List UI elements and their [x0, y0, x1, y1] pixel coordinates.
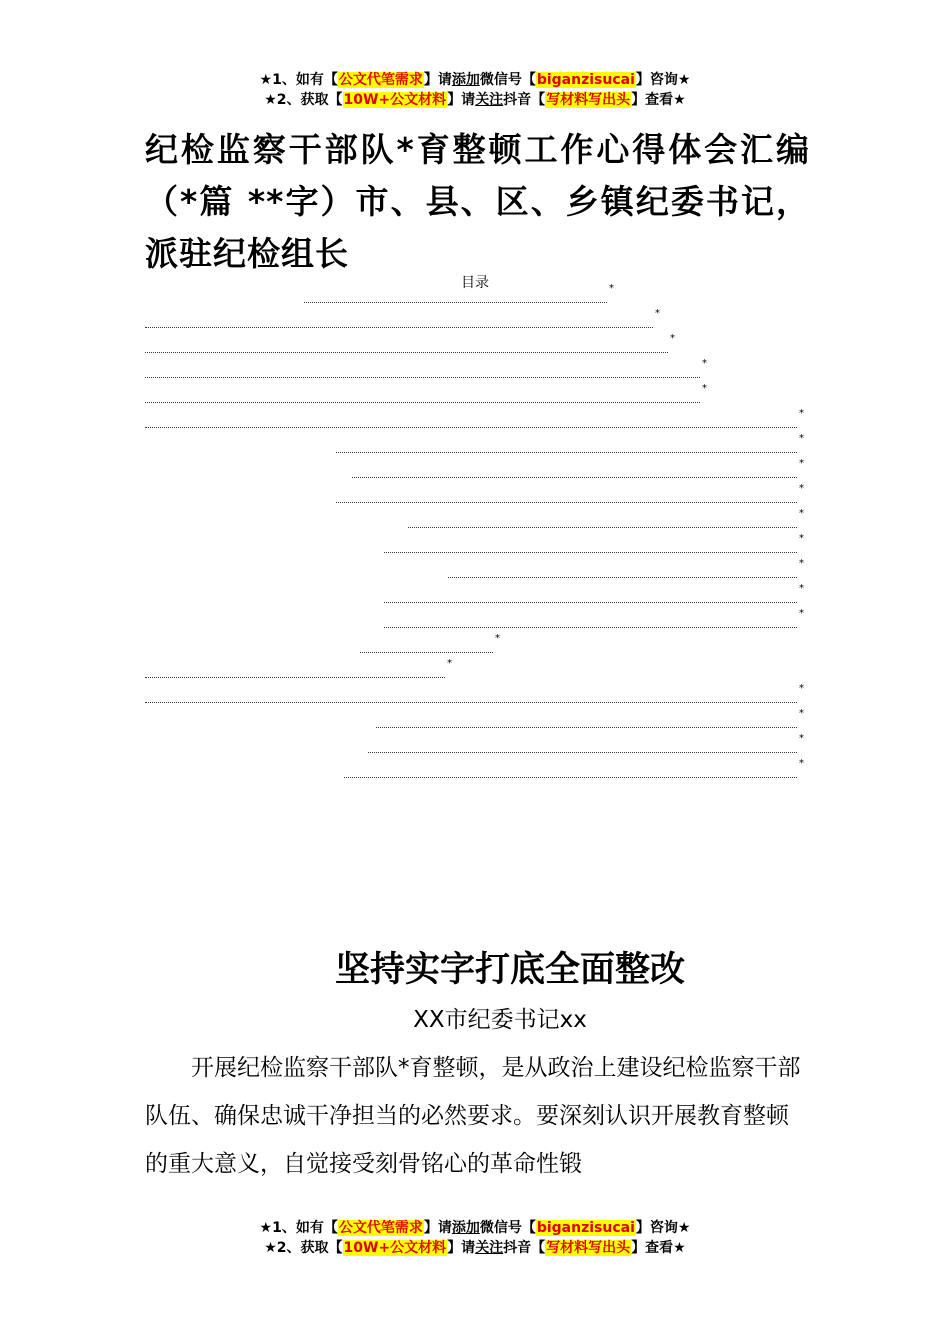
banner-text: 微信号【	[479, 1220, 536, 1236]
toc-entry[interactable]	[352, 458, 804, 478]
toc-page-number: *	[609, 283, 614, 294]
banner-line-1	[0, 1218, 950, 1238]
toc-page-number: *	[799, 758, 804, 769]
banner-highlight: 10W+公文材料	[343, 1240, 447, 1256]
toc-entry[interactable]	[384, 608, 804, 628]
banner-highlight: 10W+公文材料	[343, 92, 447, 108]
toc-page-number: *	[702, 358, 707, 369]
banner-line-2	[0, 90, 950, 110]
toc-heading: 目录	[461, 275, 489, 291]
article-title: 坚持实字打底全面整改	[334, 950, 685, 990]
banner-underline: 关注	[475, 92, 504, 108]
toc-page-number: *	[799, 408, 804, 419]
toc-entry[interactable]	[145, 683, 804, 703]
bottom-banner	[0, 1218, 950, 1258]
banner-text: ★1、如有【	[259, 72, 338, 88]
toc-page-number: *	[799, 433, 804, 444]
banner-text: ★2、获取【	[264, 92, 343, 108]
toc-page-number: *	[799, 508, 804, 519]
banner-text: 】查看★	[631, 1240, 686, 1256]
banner-text: 】咨询★	[635, 72, 691, 88]
banner-text: 】请	[423, 1220, 452, 1236]
toc-page-number: *	[799, 533, 804, 544]
banner-text: 微信号【	[479, 72, 536, 88]
banner-line-1	[0, 70, 950, 90]
banner-text: 】请	[447, 1240, 476, 1256]
toc-page-number: *	[655, 308, 660, 319]
banner-text: ★1、如有【	[259, 1220, 338, 1236]
banner-text: 抖音【	[503, 1240, 546, 1256]
banner-text: ★2、获取【	[264, 1240, 343, 1256]
toc-page-number: *	[495, 633, 500, 644]
toc-page-number: *	[799, 558, 804, 569]
banner-text: 】查看★	[631, 92, 686, 108]
toc-page-number: *	[447, 658, 452, 669]
banner-text: 】咨询★	[635, 1220, 691, 1236]
toc-entry[interactable]	[145, 358, 707, 378]
toc-entry[interactable]	[384, 533, 804, 553]
banner-underline: 添加	[451, 72, 480, 88]
toc-entry[interactable]	[145, 408, 804, 428]
toc-entry[interactable]	[336, 433, 804, 453]
toc-page-number: *	[702, 383, 707, 394]
toc-entry[interactable]	[145, 383, 707, 403]
banner-highlight: 公文代笔需求	[338, 72, 423, 88]
article-body: 开展纪检监察干部队*育整顿，是从政治上建设纪检监察干部队伍、确保忠诚干净担当的必然要求。要深刻认识开展教育整顿的重大意义，自觉接受刻骨铭心的革命性锻	[145, 1055, 801, 1177]
top-banner	[0, 70, 950, 110]
banner-highlight: biganzisucai	[536, 72, 635, 88]
toc-page-number: *	[799, 708, 804, 719]
banner-underline: 添加	[451, 1220, 480, 1236]
banner-highlight: biganzisucai	[536, 1220, 635, 1236]
banner-text: 】请	[423, 72, 452, 88]
banner-text: 】请	[447, 92, 476, 108]
toc-entry[interactable]	[145, 308, 660, 328]
toc-entry[interactable]	[448, 558, 804, 578]
article-author: XX市纪委书记xx	[413, 1007, 587, 1033]
toc-entry[interactable]	[344, 758, 804, 778]
toc-entry[interactable]	[336, 483, 804, 503]
toc-entry[interactable]	[360, 633, 500, 653]
toc-entry[interactable]	[384, 583, 804, 603]
toc-page-number: *	[799, 683, 804, 694]
toc-entry[interactable]	[408, 508, 804, 528]
toc-entry[interactable]	[368, 733, 804, 753]
toc-page-number: *	[670, 333, 675, 344]
toc-page-number: *	[799, 458, 804, 469]
banner-highlight: 公文代笔需求	[338, 1220, 423, 1236]
banner-text: 抖音【	[503, 92, 546, 108]
document-title: 纪检监察干部队*育整顿工作心得体会汇编（*篇 **字）市、县、区、乡镇纪委书记，派驻纪检组长	[145, 130, 810, 273]
banner-highlight: 写材料写出头	[546, 92, 631, 108]
toc-entry[interactable]	[145, 333, 675, 353]
banner-underline: 关注	[475, 1240, 504, 1256]
banner-highlight: 写材料写出头	[546, 1240, 631, 1256]
banner-line-2	[0, 1238, 950, 1258]
toc-page-number: *	[799, 483, 804, 494]
toc-page-number: *	[799, 608, 804, 619]
toc-page-number: *	[799, 583, 804, 594]
toc-page-number: *	[799, 733, 804, 744]
toc-entry[interactable]	[145, 658, 452, 678]
toc-entry[interactable]	[376, 708, 804, 728]
